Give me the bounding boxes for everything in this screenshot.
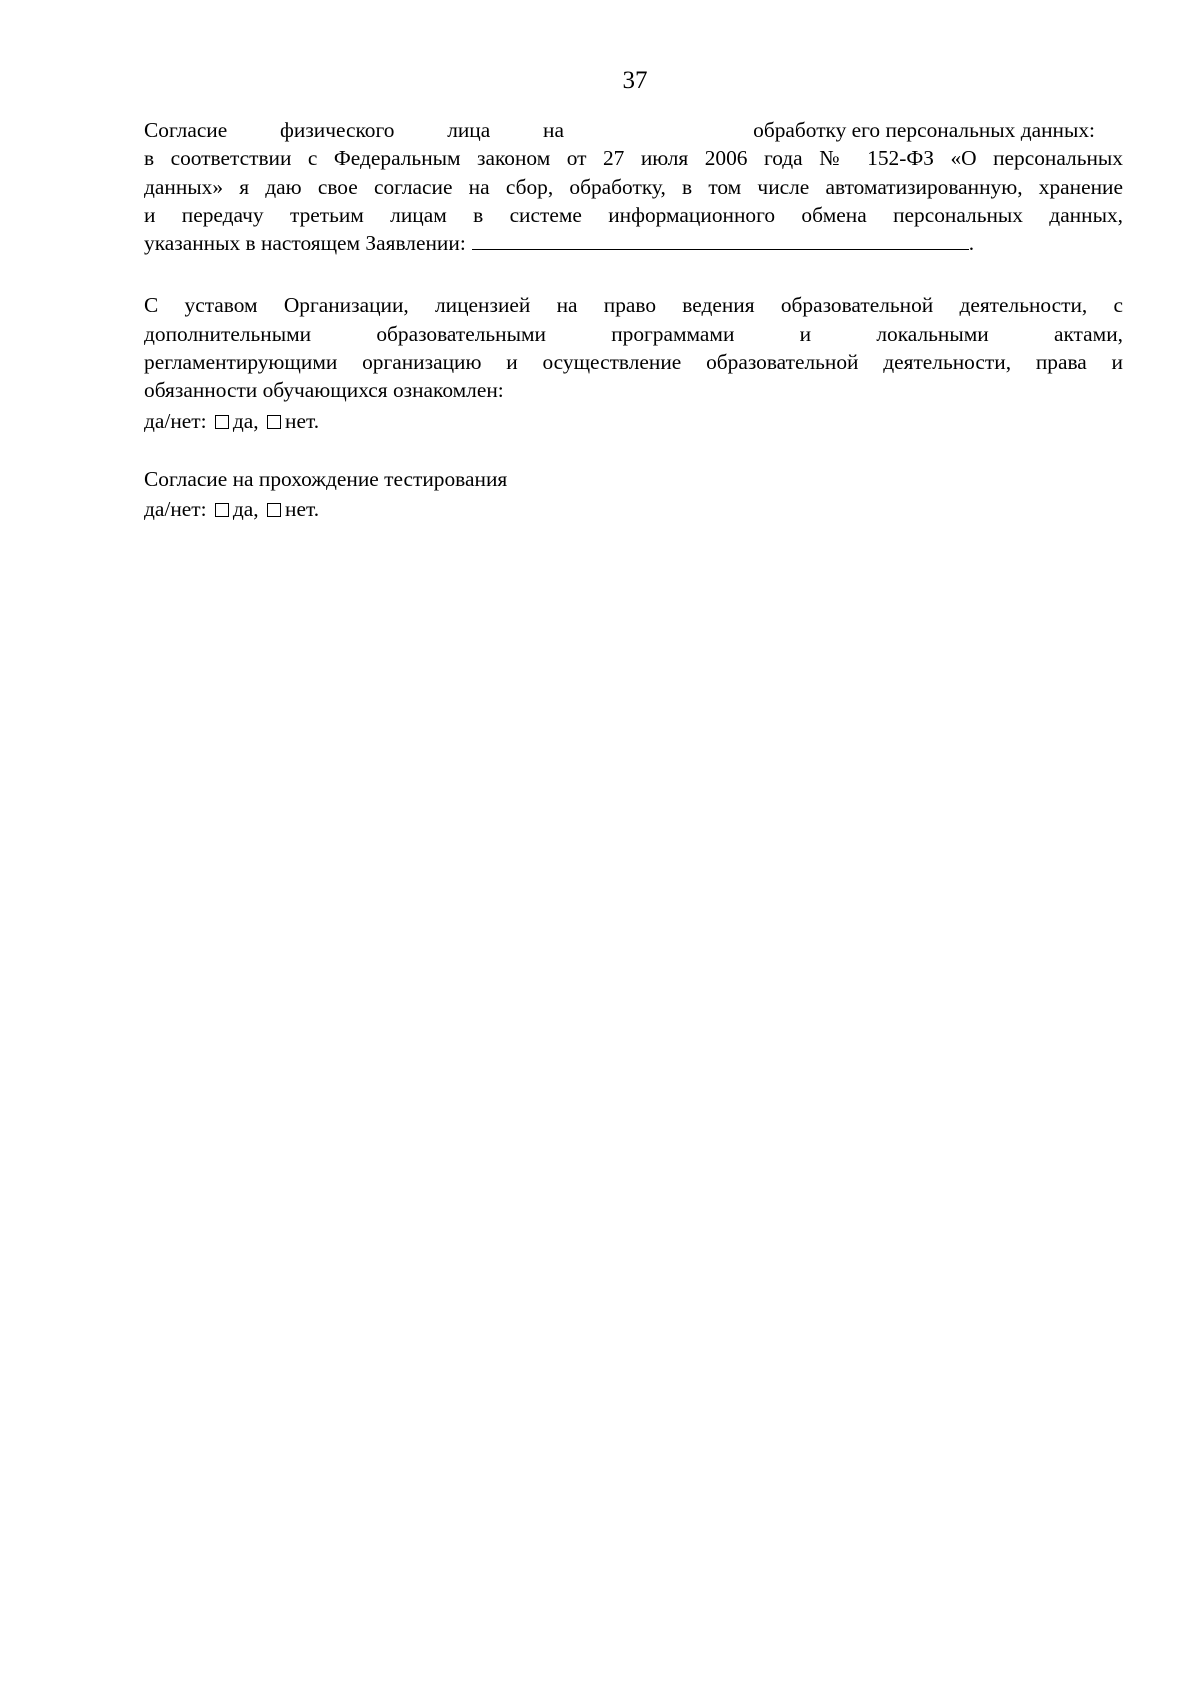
testing-yes-checkbox[interactable]	[215, 503, 229, 517]
consent-text-line: в соответствии с Федеральным законом от 27 июля 2006 года № 152-ФЗ «О персональных	[144, 146, 1123, 171]
charter-text-line: С уставом Организации, лицензией на право ведения образовательной деятельности, с	[144, 293, 1123, 318]
personal-data-consent-paragraph	[144, 116, 1123, 257]
choice-label: да/нет:	[144, 497, 207, 522]
statement-fill-in-blank[interactable]	[472, 229, 969, 250]
choice-no-label: нет.	[285, 408, 320, 433]
document-body	[144, 116, 1123, 524]
consent-text-line: данных» я даю свое согласие на сбор, обработку, в том числе автоматизированную, хранение	[144, 174, 1123, 199]
consent-word: Согласие	[144, 118, 228, 142]
charter-acknowledgement-paragraph	[144, 291, 1123, 434]
charter-choice-row	[144, 407, 1123, 435]
charter-yes-checkbox[interactable]	[215, 415, 229, 429]
testing-consent-paragraph	[144, 465, 1123, 524]
charter-text-line: дополнительными образовательными программами и локальными актами,	[144, 321, 1123, 346]
consent-word: физического	[280, 118, 395, 142]
consent-first-line	[144, 116, 1123, 144]
charter-text-line: обязанности обучающихся ознакомлен:	[144, 378, 504, 403]
testing-no-checkbox[interactable]	[267, 503, 281, 517]
charter-text-line: регламентирующими организацию и осуществление образовательной деятельности, права и	[144, 350, 1123, 375]
consent-first-line-words	[144, 116, 564, 144]
consent-text-line: и передачу третьим лицам в системе информационного обмена персональных данных,	[144, 202, 1123, 227]
paragraph-gap	[144, 435, 1123, 465]
consent-statement-line	[144, 229, 1123, 257]
consent-word: на	[543, 118, 564, 142]
choice-yes-label: да,	[232, 497, 259, 522]
consent-word: лица	[447, 118, 491, 142]
consent-first-line-tail: обработку его персональных данных:	[753, 118, 1095, 142]
testing-consent-title: Согласие на прохождение тестирования	[144, 466, 508, 491]
choice-no-label: нет.	[285, 497, 320, 522]
paragraph-gap	[144, 257, 1123, 291]
page-number: 37	[622, 67, 648, 94]
charter-no-checkbox[interactable]	[267, 415, 281, 429]
testing-choice-row	[144, 495, 1123, 523]
statement-label: указанных в настоящем Заявлении:	[144, 231, 466, 256]
choice-label: да/нет:	[144, 408, 207, 433]
choice-yes-label: да,	[232, 408, 259, 433]
statement-period: .	[968, 231, 975, 256]
